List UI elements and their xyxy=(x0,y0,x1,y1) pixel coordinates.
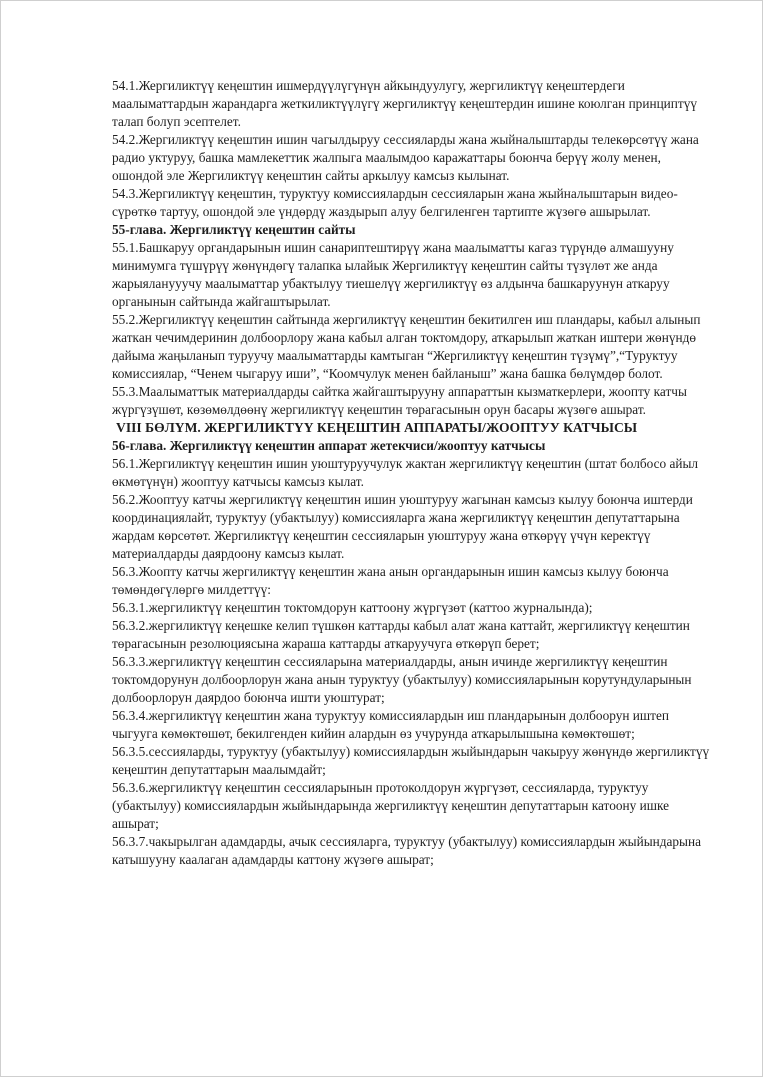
section-8-heading: VIII БӨЛҮМ. ЖЕРГИЛИКТҮҮ КЕҢЕШТИН АППАРАТЫ/ЖООПТУУ КАТЧЫСЫ xyxy=(116,420,638,435)
para-55-3: 55.3.Маалыматтык материалдарды сайтка жайгаштырууну аппараттын кызматкерлери, жоопту катчы жүргүзүшөт, көзөмөлдөөнү жергиликтүү кеңештин төрагасынын орун басары жүзөгө ашырат. xyxy=(112,384,687,417)
chapter-55-heading: 55-глава. Жергиликтүү кеңештин сайты xyxy=(112,222,356,237)
para-54-1: 54.1.Жергиликтүү кеңештин ишмердүүлүгүнүн айкындуулугу, жергиликтүү кеңештердеги маалыматтардын жарандарга жеткиликтүүлүгү жергиликтүү кеңештердин ишине коюлган принциптүү талап болуп эсептелет. xyxy=(112,78,698,129)
para-56-3-3: 56.3.3.жергиликтүү кеңештин сессияларына материалдарды, анын ичинде жергиликтүү кеңештин токтомдорунун долбоорлорун жана анын туруктуу (убактылуу) комиссияларынын корутундуларынын долбоорлорун даярдоо боюнча ишти уюштурат; xyxy=(112,654,692,705)
para-55-2: 55.2.Жергиликтүү кеңештин сайтында жергиликтүү кеңештин бекитилген иш пландары, кабыл алынып жаткан чечимдеринин долбоорлору жана кабыл алган токтомдору, аткарылып жаткан иштери жөнүндө дайыма жаңыланып туруучу маалыматтарды камтыган “Жергиликтүү кеңештин түзүмү”,“Туруктуу комиссиялар, “Ченем чыгаруу иши”, “Коомчулук менен байланыш” жана башка бөлүмдөр болот. xyxy=(112,312,701,381)
para-56-3-6: 56.3.6.жергиликтүү кеңештин сессияларынын протоколдорун жүргүзөт, сессияларда, туруктуу (убактылуу) комиссиялардын жыйындарында жергиликтүү кеңештин депутаттарын катоону ишке ашырат; xyxy=(112,780,669,831)
document-body xyxy=(112,77,712,869)
chapter-56-heading: 56-глава. Жергиликтүү кеңештин аппарат жетекчиси/жооптуу катчысы xyxy=(112,438,546,453)
para-56-3-2: 56.3.2.жергиликтүү кеңешке келип түшкөн каттарды кабыл алат жана каттайт, жергиликтүү кеңештин төрагасынын резолюциясына жараша каттарды аткаруучуга өткөрүп берет; xyxy=(112,618,690,651)
para-56-3-4: 56.3.4.жергиликтүү кеңештин жана туруктуу комиссиялардын иш пландарынын долбоорун иштеп чыгууга көмөктөшөт, бекилгенден кийин алардын өз учурунда аткарылышына көмөктөшөт; xyxy=(112,708,669,741)
para-55-1: 55.1.Башкаруу органдарынын ишин санариптештирүү жана маалыматты кагаз түрүндө алмашууну минимумга түшүрүү жөнүндөгү талапка ылайык Жергиликтүү кеңештин сайты түзүлөт же анда жарыяланууучу маалыматтар убактылуу тиешелүү жергиликтүү өз алдынча башкаруунун аткаруу органынын сайтында жайгаштырылат. xyxy=(112,240,674,309)
para-56-3-1: 56.3.1.жергиликтүү кеңештин токтомдорун каттоону жүргүзөт (каттоо журналында); xyxy=(112,600,593,615)
para-56-2: 56.2.Жооптуу катчы жергиликтүү кеңештин ишин уюштуруу жагынан камсыз кылуу боюнча иштерди координациялайт, туруктуу (убактылуу) комиссияларга жана жергиликтүү кеңештин депутаттарына жардам көрсөтөт. Жергиликтүү кеңештин сессияларын уюштуруу жана өткөрүү үчүн керектүү материалдарды даярдоону камсыз кылат. xyxy=(112,492,693,561)
para-56-1: 56.1.Жергиликтүү кеңештин ишин уюштуруучулук жактан жергиликтүү кеңештин (штат болбосо айыл өкмөтүнүн) жооптуу катчысы камсыз кылат. xyxy=(112,456,699,489)
para-54-2: 54.2.Жергиликтүү кеңештин ишин чагылдыруу сессияларды жана жыйналыштарды телекөрсөтүү жана радио уктуруу, башка мамлекеттик жалпыга маалымдоо каражаттары боюнча берүү жолу менен, ошондой эле Жергиликтүү кеңештин сайты аркылуу камсыз кылынат. xyxy=(112,132,699,183)
para-56-3-5: 56.3.5.сессияларды, туруктуу (убактылуу) комиссиялардын жыйындарын чакыруу жөнүндө жергиликтүү кеңештин депутаттарын маалымдайт; xyxy=(112,744,710,777)
para-56-3: 56.3.Жоопту катчы жергиликтүү кеңештин жана анын органдарынын ишин камсыз кылуу боюнча төмөндөгүлөргө милдеттүү: xyxy=(112,564,669,597)
para-54-3: 54.3.Жергиликтүү кеңештин, туруктуу комиссиялардын сессияларын жана жыйналыштарын видео-сүрөткө тартуу, ошондой эле үндөрдү жаздырып алуу белгиленген тартипте жүзөгө ашырылат. xyxy=(112,186,678,219)
para-56-3-7: 56.3.7.чакырылган адамдарды, ачык сессияларга, туруктуу (убактылуу) комиссиялардын жыйындарына катышууну каалаган адамдарды каттону жүзөгө ашырат; xyxy=(112,834,702,867)
